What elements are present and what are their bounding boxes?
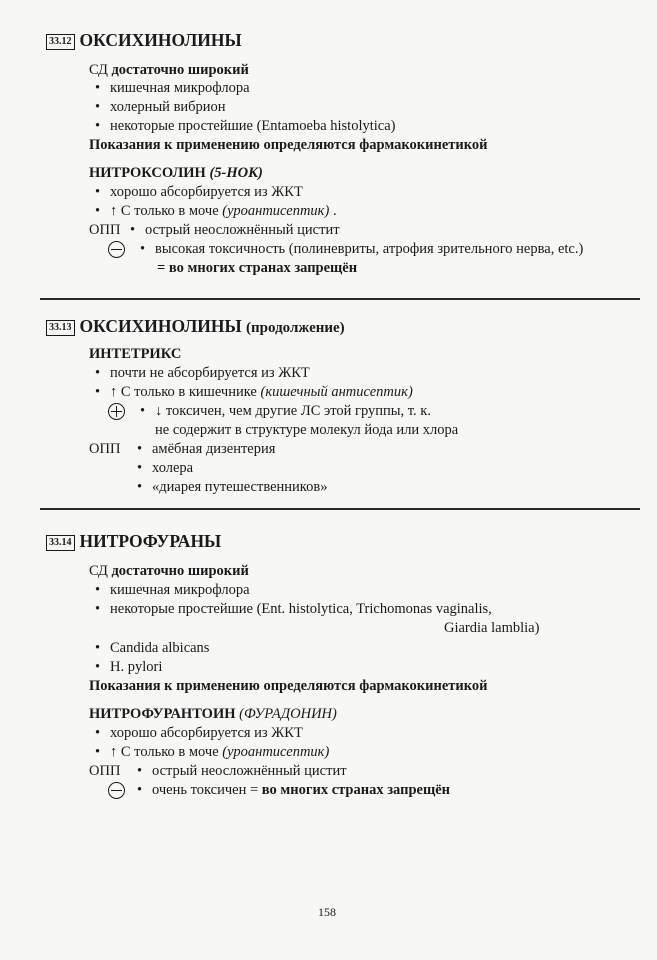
section-divider: [40, 508, 640, 510]
section-title: НИТРОФУРАНЫ: [79, 531, 222, 551]
advantage-item: • ↓ токсичен, чем другие ЛС этой группы, т. к.: [155, 403, 431, 420]
section-divider: [40, 298, 640, 300]
pk-item: • хорошо абсорбируется из ЖКТ: [110, 184, 303, 201]
advantage-continuation: не содержит в структуре молекул йода или хлора: [155, 422, 459, 438]
indications-note: Показания к применению определяются фармакокинетикой: [89, 678, 488, 694]
opp-item: • «диарея путешественников»: [152, 479, 327, 496]
section-title-suffix: (продолжение): [246, 320, 345, 336]
spectrum-item: • некоторые простейшие (Ent. histolytica, Trichomonas vaginalis,: [110, 601, 492, 618]
drug-name: НИТРОКСОЛИН: [89, 165, 206, 181]
section-title: ОКСИХИНОЛИНЫ: [79, 30, 242, 50]
pk-text: ↑ С только в кишечнике: [110, 384, 257, 400]
pk-punct: .: [332, 203, 337, 219]
section-number: 33.13: [46, 320, 75, 336]
opp-item: • холера: [152, 460, 193, 477]
spectrum-item: • Candida albicans: [110, 640, 209, 657]
drug-alt-name: (ФУРАДОНИН): [239, 706, 337, 722]
sd-label: СД: [89, 62, 108, 78]
minus-circle-icon: [108, 241, 125, 258]
adverse-item: • высокая токсичность (полиневриты, атрофия зрительного нерва, etc.): [155, 241, 583, 258]
pk-note: (уроантисептик): [222, 744, 330, 760]
drug-name: НИТРОФУРАНТОИН: [89, 706, 236, 722]
spectrum-continuation: Giardia lamblia): [444, 620, 540, 636]
adverse-item: [152, 782, 450, 799]
pk-item: • почти не абсорбируется из ЖКТ: [110, 365, 310, 382]
adverse-conclusion: = во многих странах запрещён: [157, 260, 358, 276]
pk-item: [110, 384, 413, 401]
spectrum-line: [89, 563, 249, 580]
section-number: 33.14: [46, 535, 75, 551]
sd-value: достаточно широкий: [111, 62, 249, 78]
spectrum-item: • кишечная микрофлора: [110, 80, 250, 97]
sd-label: СД: [89, 563, 108, 579]
spectrum-item: • кишечная микрофлора: [110, 582, 250, 599]
spectrum-item: • H. pylori: [110, 659, 162, 676]
pk-text: ↑ С только в моче: [110, 203, 219, 219]
drug-heading: [89, 706, 337, 723]
adverse-text: очень токсичен =: [152, 782, 259, 798]
drug-heading: [89, 165, 263, 182]
page-number: 158: [318, 905, 336, 919]
pk-item: • хорошо абсорбируется из ЖКТ: [110, 725, 303, 742]
pk-item: [110, 203, 337, 220]
opp-item: • амёбная дизентерия: [152, 441, 275, 458]
section-heading-33-13: [46, 316, 345, 338]
indications-note: Показания к применению определяются фармакокинетикой: [89, 137, 488, 153]
spectrum-item: • некоторые простейшие (Entamoeba histolytica): [110, 118, 396, 135]
pk-note: (уроантисептик): [222, 203, 330, 219]
adverse-conclusion: во многих странах запрещён: [261, 782, 450, 798]
spectrum-item: • холерный вибрион: [110, 99, 226, 116]
section-number: 33.12: [46, 34, 75, 50]
drug-name: ИНТЕТРИКС: [89, 346, 182, 362]
pk-text: ↑ С только в моче: [110, 744, 219, 760]
section-title: ОКСИХИНОЛИНЫ: [79, 316, 242, 336]
pk-item: [110, 744, 329, 761]
section-heading-33-12: [46, 30, 242, 50]
minus-circle-icon: [108, 782, 125, 799]
opp-item: • острый неосложнённый цистит: [152, 763, 347, 780]
pk-note: (кишечный антисептик): [260, 384, 413, 400]
spectrum-line: [89, 62, 249, 79]
drug-alt-name: (5-НОК): [209, 165, 263, 181]
opp-label: ОПП: [89, 441, 121, 457]
opp-label: ОПП: [89, 222, 121, 238]
sd-value: достаточно широкий: [111, 563, 249, 579]
opp-item: • острый неосложнённый цистит: [145, 222, 340, 239]
plus-circle-icon: [108, 403, 125, 420]
section-heading-33-14: [46, 531, 221, 551]
opp-label: ОПП: [89, 763, 121, 779]
